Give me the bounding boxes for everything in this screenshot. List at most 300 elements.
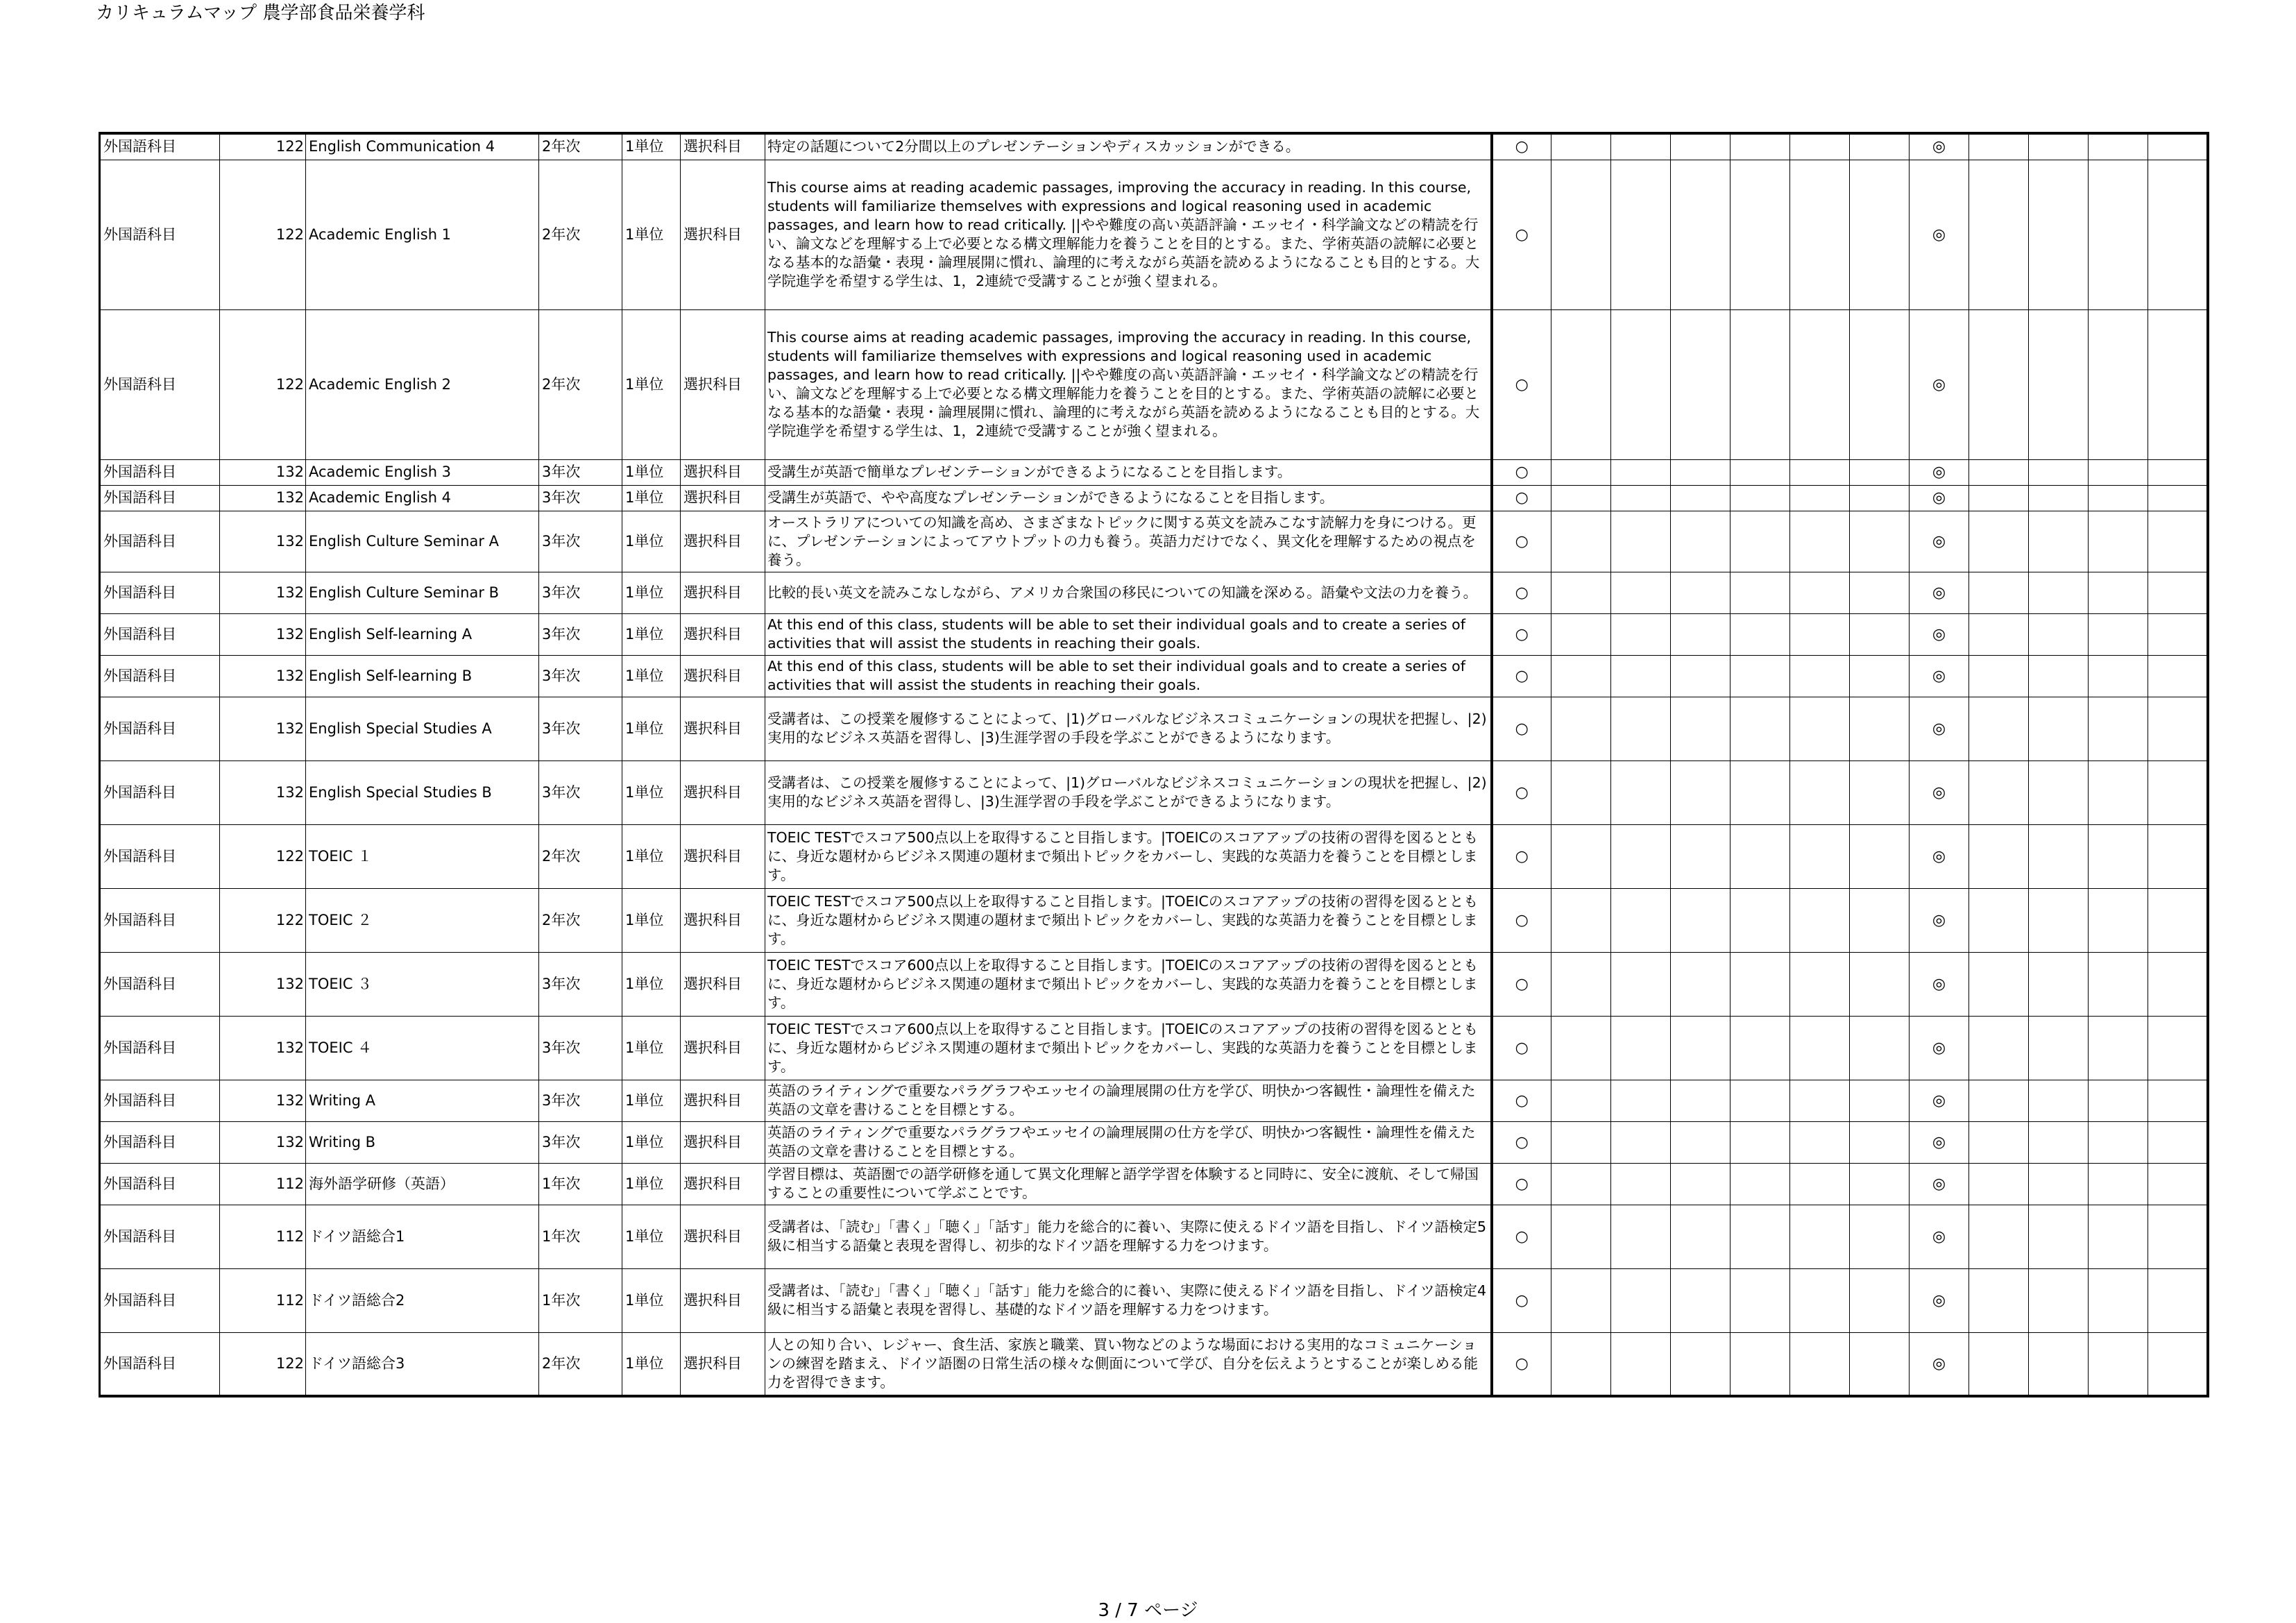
description-cell: 受講者は、この授業を履修することによって、|1)グローバルなビジネスコミュニケーションの現状を把握し、|2)実用的なビジネス英語を習得し、|3)生涯学習の手段を学ぶことができるようになります。 [765, 760, 1492, 824]
category-cell: 外国語科目 [100, 1080, 220, 1121]
circle-mark: ○ [1492, 655, 1551, 697]
empty-mark-cell [1671, 511, 1730, 572]
table-row [100, 760, 2208, 824]
empty-mark-cell [1850, 511, 1910, 572]
empty-mark-cell [1671, 1016, 1730, 1080]
credits-cell: 1単位 [622, 1332, 681, 1396]
category-cell: 外国語科目 [100, 1163, 220, 1205]
course-name-cell: English Culture Seminar B [306, 572, 539, 613]
empty-mark-cell [1671, 309, 1730, 459]
empty-mark-cell [2148, 1016, 2208, 1080]
table-row [100, 1016, 2208, 1080]
empty-mark-cell [2089, 160, 2148, 309]
empty-mark-cell [1790, 1121, 1850, 1163]
empty-mark-cell [1730, 511, 1790, 572]
empty-mark-cell [1730, 697, 1790, 760]
empty-mark-cell [1969, 485, 2029, 511]
circle-mark: ○ [1492, 888, 1551, 952]
double-circle-mark: ◎ [1910, 655, 1969, 697]
empty-mark-cell [2089, 697, 2148, 760]
year-cell: 2年次 [539, 160, 622, 309]
credits-cell: 1単位 [622, 572, 681, 613]
course-name-cell: 海外語学研修（英語） [306, 1163, 539, 1205]
empty-mark-cell [1850, 1016, 1910, 1080]
circle-mark: ○ [1492, 309, 1551, 459]
empty-mark-cell [1671, 1121, 1730, 1163]
empty-mark-cell [2148, 655, 2208, 697]
empty-mark-cell [2089, 952, 2148, 1016]
empty-mark-cell [1730, 1080, 1790, 1121]
course-number-cell: 132 [220, 1121, 306, 1163]
empty-mark-cell [1969, 760, 2029, 824]
course-number-cell: 112 [220, 1163, 306, 1205]
circle-mark: ○ [1492, 459, 1551, 485]
empty-mark-cell [1730, 824, 1790, 888]
course-name-cell: Writing B [306, 1121, 539, 1163]
circle-mark: ○ [1492, 952, 1551, 1016]
empty-mark-cell [2089, 1268, 2148, 1332]
year-cell: 3年次 [539, 760, 622, 824]
course-type-cell: 選択科目 [681, 952, 765, 1016]
year-cell: 3年次 [539, 485, 622, 511]
description-cell: 比較的長い英文を読みこなしながら、アメリカ合衆国の移民についての知識を深める。語彙や文法の力を養う。 [765, 572, 1492, 613]
empty-mark-cell [2029, 760, 2089, 824]
empty-mark-cell [2089, 1121, 2148, 1163]
credits-cell: 1単位 [622, 485, 681, 511]
course-name-cell: Academic English 2 [306, 309, 539, 459]
curriculum-map-table [99, 132, 2209, 1397]
empty-mark-cell [1969, 655, 2029, 697]
empty-mark-cell [1730, 760, 1790, 824]
category-cell: 外国語科目 [100, 511, 220, 572]
empty-mark-cell [1611, 760, 1671, 824]
empty-mark-cell [1790, 1268, 1850, 1332]
empty-mark-cell [1671, 613, 1730, 655]
description-cell: 受講者は、「読む」「書く」「聴く」「話す」能力を総合的に養い、実際に使えるドイツ語を目指し、ドイツ語検定4級に相当する語彙と表現を習得し、基礎的なドイツ語を理解する力をつけます。 [765, 1268, 1492, 1332]
empty-mark-cell [1969, 511, 2029, 572]
course-type-cell: 選択科目 [681, 572, 765, 613]
empty-mark-cell [2089, 613, 2148, 655]
year-cell: 2年次 [539, 309, 622, 459]
course-type-cell: 選択科目 [681, 760, 765, 824]
empty-mark-cell [1790, 1080, 1850, 1121]
empty-mark-cell [1850, 697, 1910, 760]
table-row [100, 952, 2208, 1016]
description-cell: 受講生が英語で、やや高度なプレゼンテーションができるようになることを目指します。 [765, 485, 1492, 511]
year-cell: 3年次 [539, 572, 622, 613]
table-row [100, 1205, 2208, 1268]
double-circle-mark: ◎ [1910, 572, 1969, 613]
double-circle-mark: ◎ [1910, 952, 1969, 1016]
empty-mark-cell [1551, 511, 1611, 572]
category-cell: 外国語科目 [100, 1121, 220, 1163]
course-number-cell: 122 [220, 824, 306, 888]
empty-mark-cell [1611, 511, 1671, 572]
description-cell: 受講者は、この授業を履修することによって、|1)グローバルなビジネスコミュニケーションの現状を把握し、|2)実用的なビジネス英語を習得し、|3)生涯学習の手段を学ぶことができるようになります。 [765, 697, 1492, 760]
empty-mark-cell [1611, 1332, 1671, 1396]
empty-mark-cell [1969, 1332, 2029, 1396]
empty-mark-cell [2089, 485, 2148, 511]
empty-mark-cell [2148, 133, 2208, 160]
double-circle-mark: ◎ [1910, 888, 1969, 952]
empty-mark-cell [1551, 485, 1611, 511]
course-type-cell: 選択科目 [681, 888, 765, 952]
double-circle-mark: ◎ [1910, 1268, 1969, 1332]
course-name-cell: ドイツ語総合3 [306, 1332, 539, 1396]
description-cell: This course aims at reading academic passages, improving the accuracy in reading. In this course, students will familiarize themselves with expressions and logical reasoning used in academic passages, and learn how to read critically. ||やや難度の高い英語評論・エッセイ・科学論文などの精読を行い、論文などを理解する上で必要となる構文理解能力を養うことを目的とする。また、学術英語の読解に必要となる基本的な語彙・表現・論理展開に慣れ、論理的に考えながら英語を読めるようになることも目的とする。大学院進学を希望する学生は、1，2連続で受講することが強く望まれる。 [765, 160, 1492, 309]
empty-mark-cell [1611, 1205, 1671, 1268]
category-cell: 外国語科目 [100, 760, 220, 824]
empty-mark-cell [1730, 133, 1790, 160]
empty-mark-cell [2148, 1121, 2208, 1163]
empty-mark-cell [1790, 1016, 1850, 1080]
double-circle-mark: ◎ [1910, 511, 1969, 572]
course-name-cell: TOEIC ４ [306, 1016, 539, 1080]
table-row [100, 888, 2208, 952]
empty-mark-cell [1969, 1121, 2029, 1163]
circle-mark: ○ [1492, 572, 1551, 613]
credits-cell: 1単位 [622, 655, 681, 697]
year-cell: 2年次 [539, 1332, 622, 1396]
table-row [100, 1163, 2208, 1205]
table-row [100, 485, 2208, 511]
empty-mark-cell [2029, 888, 2089, 952]
empty-mark-cell [1730, 572, 1790, 613]
double-circle-mark: ◎ [1910, 160, 1969, 309]
empty-mark-cell [1551, 1121, 1611, 1163]
course-name-cell: TOEIC ３ [306, 952, 539, 1016]
description-cell: 英語のライティングで重要なパラグラフやエッセイの論理展開の仕方を学び、明快かつ客観性・論理性を備えた英語の文章を書けることを目標とする。 [765, 1080, 1492, 1121]
empty-mark-cell [1671, 952, 1730, 1016]
description-cell: At this end of this class, students will be able to set their individual goals and to create a series of activities that will assist the students in reaching their goals. [765, 613, 1492, 655]
empty-mark-cell [1671, 655, 1730, 697]
empty-mark-cell [1671, 1163, 1730, 1205]
course-type-cell: 選択科目 [681, 1016, 765, 1080]
empty-mark-cell [2029, 1332, 2089, 1396]
empty-mark-cell [1730, 655, 1790, 697]
table-row [100, 459, 2208, 485]
empty-mark-cell [2089, 309, 2148, 459]
course-number-cell: 132 [220, 485, 306, 511]
empty-mark-cell [1551, 655, 1611, 697]
empty-mark-cell [1969, 1016, 2029, 1080]
category-cell: 外国語科目 [100, 133, 220, 160]
empty-mark-cell [1551, 697, 1611, 760]
course-number-cell: 122 [220, 133, 306, 160]
course-type-cell: 選択科目 [681, 655, 765, 697]
empty-mark-cell [1790, 1163, 1850, 1205]
description-cell: TOEIC TESTでスコア500点以上を取得すること目指します。|TOEICのスコアアップの技術の習得を図るとともに、身近な題材からビジネス関連の題材まで頻出トピックをカバーし、実践的な英語力を養うことを目標とします。 [765, 888, 1492, 952]
empty-mark-cell [2089, 133, 2148, 160]
empty-mark-cell [1671, 160, 1730, 309]
empty-mark-cell [1790, 888, 1850, 952]
empty-mark-cell [2148, 888, 2208, 952]
empty-mark-cell [2148, 1080, 2208, 1121]
empty-mark-cell [1611, 888, 1671, 952]
double-circle-mark: ◎ [1910, 613, 1969, 655]
empty-mark-cell [1969, 824, 2029, 888]
empty-mark-cell [1671, 1205, 1730, 1268]
empty-mark-cell [1850, 1080, 1910, 1121]
category-cell: 外国語科目 [100, 160, 220, 309]
empty-mark-cell [1790, 485, 1850, 511]
empty-mark-cell [2148, 485, 2208, 511]
course-type-cell: 選択科目 [681, 1205, 765, 1268]
empty-mark-cell [1551, 160, 1611, 309]
double-circle-mark: ◎ [1910, 1121, 1969, 1163]
course-number-cell: 132 [220, 572, 306, 613]
course-number-cell: 122 [220, 160, 306, 309]
course-number-cell: 132 [220, 655, 306, 697]
description-cell: 特定の話題について2分間以上のプレゼンテーションやディスカッションができる。 [765, 133, 1492, 160]
circle-mark: ○ [1492, 1121, 1551, 1163]
circle-mark: ○ [1492, 133, 1551, 160]
double-circle-mark: ◎ [1910, 459, 1969, 485]
empty-mark-cell [1671, 572, 1730, 613]
empty-mark-cell [1790, 1332, 1850, 1396]
description-cell: TOEIC TESTでスコア600点以上を取得すること目指します。|TOEICのスコアアップの技術の習得を図るとともに、身近な題材からビジネス関連の題材まで頻出トピックをカバーし、実践的な英語力を養うことを目標とします。 [765, 952, 1492, 1016]
empty-mark-cell [2148, 1163, 2208, 1205]
course-number-cell: 132 [220, 697, 306, 760]
year-cell: 3年次 [539, 1080, 622, 1121]
empty-mark-cell [1551, 1163, 1611, 1205]
description-cell: 人との知り合い、レジャー、食生活、家族と職業、買い物などのような場面における実用的なコミュニケーションの練習を踏まえ、ドイツ語圏の日常生活の様々な側面について学び、自分を伝えようとすることが楽しめる能力を習得できます。 [765, 1332, 1492, 1396]
course-number-cell: 122 [220, 309, 306, 459]
empty-mark-cell [2148, 1205, 2208, 1268]
course-type-cell: 選択科目 [681, 1332, 765, 1396]
empty-mark-cell [1790, 160, 1850, 309]
table-row [100, 133, 2208, 160]
table-body [100, 133, 2208, 1396]
credits-cell: 1単位 [622, 1016, 681, 1080]
double-circle-mark: ◎ [1910, 824, 1969, 888]
empty-mark-cell [2148, 824, 2208, 888]
empty-mark-cell [1611, 160, 1671, 309]
empty-mark-cell [1850, 1205, 1910, 1268]
empty-mark-cell [2029, 485, 2089, 511]
empty-mark-cell [1850, 655, 1910, 697]
circle-mark: ○ [1492, 1163, 1551, 1205]
empty-mark-cell [1551, 952, 1611, 1016]
course-type-cell: 選択科目 [681, 133, 765, 160]
empty-mark-cell [2089, 511, 2148, 572]
empty-mark-cell [1611, 309, 1671, 459]
course-name-cell: English Special Studies B [306, 760, 539, 824]
empty-mark-cell [1611, 133, 1671, 160]
category-cell: 外国語科目 [100, 1268, 220, 1332]
double-circle-mark: ◎ [1910, 1016, 1969, 1080]
empty-mark-cell [1730, 1016, 1790, 1080]
category-cell: 外国語科目 [100, 572, 220, 613]
empty-mark-cell [1671, 824, 1730, 888]
year-cell: 2年次 [539, 133, 622, 160]
table-row [100, 309, 2208, 459]
empty-mark-cell [1551, 1016, 1611, 1080]
empty-mark-cell [1790, 133, 1850, 160]
table-row [100, 613, 2208, 655]
empty-mark-cell [1850, 1121, 1910, 1163]
empty-mark-cell [1551, 309, 1611, 459]
category-cell: 外国語科目 [100, 888, 220, 952]
course-number-cell: 132 [220, 952, 306, 1016]
course-name-cell: Writing A [306, 1080, 539, 1121]
year-cell: 1年次 [539, 1205, 622, 1268]
empty-mark-cell [1730, 160, 1790, 309]
description-cell: TOEIC TESTでスコア500点以上を取得すること目指します。|TOEICのスコアアップの技術の習得を図るとともに、身近な題材からビジネス関連の題材まで頻出トピックをカバーし、実践的な英語力を養うことを目標とします。 [765, 824, 1492, 888]
empty-mark-cell [1790, 309, 1850, 459]
circle-mark: ○ [1492, 1268, 1551, 1332]
description-cell: TOEIC TESTでスコア600点以上を取得すること目指します。|TOEICのスコアアップの技術の習得を図るとともに、身近な題材からビジネス関連の題材まで頻出トピックをカバーし、実践的な英語力を養うことを目標とします。 [765, 1016, 1492, 1080]
description-cell: 受講生が英語で簡単なプレゼンテーションができるようになることを目指します。 [765, 459, 1492, 485]
credits-cell: 1単位 [622, 888, 681, 952]
empty-mark-cell [2029, 824, 2089, 888]
empty-mark-cell [2148, 952, 2208, 1016]
course-name-cell: English Culture Seminar A [306, 511, 539, 572]
description-cell: At this end of this class, students will be able to set their individual goals and to create a series of activities that will assist the students in reaching their goals. [765, 655, 1492, 697]
table-row [100, 1332, 2208, 1396]
year-cell: 3年次 [539, 655, 622, 697]
description-cell: オーストラリアについての知識を高め、さまざまなトピックに関する英文を読みこなす読解力を身につける。更に、プレゼンテーションによってアウトプットの力も養う。英語力だけでなく、異文化を理解するための視点を養う。 [765, 511, 1492, 572]
empty-mark-cell [1969, 613, 2029, 655]
empty-mark-cell [1611, 485, 1671, 511]
course-number-cell: 132 [220, 760, 306, 824]
year-cell: 3年次 [539, 1016, 622, 1080]
year-cell: 2年次 [539, 824, 622, 888]
table-row [100, 572, 2208, 613]
empty-mark-cell [1850, 485, 1910, 511]
empty-mark-cell [1551, 613, 1611, 655]
table-row [100, 160, 2208, 309]
credits-cell: 1単位 [622, 1268, 681, 1332]
table-row [100, 511, 2208, 572]
credits-cell: 1単位 [622, 511, 681, 572]
empty-mark-cell [2089, 824, 2148, 888]
empty-mark-cell [1969, 1080, 2029, 1121]
course-number-cell: 132 [220, 459, 306, 485]
empty-mark-cell [2148, 309, 2208, 459]
circle-mark: ○ [1492, 511, 1551, 572]
empty-mark-cell [2089, 1205, 2148, 1268]
credits-cell: 1単位 [622, 613, 681, 655]
empty-mark-cell [1671, 133, 1730, 160]
empty-mark-cell [1611, 1121, 1671, 1163]
empty-mark-cell [1969, 160, 2029, 309]
double-circle-mark: ◎ [1910, 697, 1969, 760]
empty-mark-cell [1969, 888, 2029, 952]
double-circle-mark: ◎ [1910, 1080, 1969, 1121]
empty-mark-cell [1551, 760, 1611, 824]
empty-mark-cell [1850, 572, 1910, 613]
table-row [100, 1080, 2208, 1121]
empty-mark-cell [1671, 760, 1730, 824]
table-row [100, 655, 2208, 697]
empty-mark-cell [1671, 485, 1730, 511]
empty-mark-cell [1611, 613, 1671, 655]
empty-mark-cell [2029, 1121, 2089, 1163]
description-cell: 受講者は、「読む」「書く」「聴く」「話す」能力を総合的に養い、実際に使えるドイツ語を目指し、ドイツ語検定5級に相当する語彙と表現を習得し、初歩的なドイツ語を理解する力をつけます。 [765, 1205, 1492, 1268]
circle-mark: ○ [1492, 485, 1551, 511]
empty-mark-cell [2089, 1332, 2148, 1396]
category-cell: 外国語科目 [100, 697, 220, 760]
empty-mark-cell [1969, 572, 2029, 613]
category-cell: 外国語科目 [100, 485, 220, 511]
empty-mark-cell [2148, 760, 2208, 824]
empty-mark-cell [2089, 655, 2148, 697]
course-type-cell: 選択科目 [681, 309, 765, 459]
empty-mark-cell [2089, 1163, 2148, 1205]
empty-mark-cell [1730, 1163, 1790, 1205]
course-type-cell: 選択科目 [681, 485, 765, 511]
empty-mark-cell [2029, 1163, 2089, 1205]
year-cell: 3年次 [539, 1121, 622, 1163]
category-cell: 外国語科目 [100, 459, 220, 485]
year-cell: 3年次 [539, 697, 622, 760]
course-number-cell: 112 [220, 1268, 306, 1332]
circle-mark: ○ [1492, 1205, 1551, 1268]
category-cell: 外国語科目 [100, 1205, 220, 1268]
empty-mark-cell [1551, 1080, 1611, 1121]
empty-mark-cell [1730, 485, 1790, 511]
empty-mark-cell [1730, 1121, 1790, 1163]
page-number: 3 / 7 ページ [1098, 1600, 1198, 1621]
empty-mark-cell [1850, 952, 1910, 1016]
credits-cell: 1単位 [622, 1163, 681, 1205]
empty-mark-cell [1850, 888, 1910, 952]
course-name-cell: ドイツ語総合1 [306, 1205, 539, 1268]
category-cell: 外国語科目 [100, 824, 220, 888]
course-name-cell: Academic English 1 [306, 160, 539, 309]
empty-mark-cell [1850, 1268, 1910, 1332]
empty-mark-cell [1790, 760, 1850, 824]
course-name-cell: English Communication 4 [306, 133, 539, 160]
course-number-cell: 122 [220, 1332, 306, 1396]
empty-mark-cell [1551, 1268, 1611, 1332]
course-name-cell: TOEIC ２ [306, 888, 539, 952]
empty-mark-cell [2029, 1016, 2089, 1080]
course-name-cell: English Special Studies A [306, 697, 539, 760]
empty-mark-cell [1611, 824, 1671, 888]
circle-mark: ○ [1492, 1332, 1551, 1396]
year-cell: 1年次 [539, 1268, 622, 1332]
description-cell: This course aims at reading academic passages, improving the accuracy in reading. In this course, students will familiarize themselves with expressions and logical reasoning used in academic passages, and learn how to read critically. ||やや難度の高い英語評論・エッセイ・科学論文などの精読を行い、論文などを理解する上で必要となる構文理解能力を養うことを目的とする。また、学術英語の読解に必要となる基本的な語彙・表現・論理展開に慣れ、論理的に考えながら英語を読めるようになることも目的とする。大学院進学を希望する学生は、1，2連続で受講することが強く望まれる。 [765, 309, 1492, 459]
empty-mark-cell [2089, 1016, 2148, 1080]
course-name-cell: English Self-learning A [306, 613, 539, 655]
empty-mark-cell [1969, 1205, 2029, 1268]
empty-mark-cell [1671, 1080, 1730, 1121]
empty-mark-cell [1611, 1163, 1671, 1205]
empty-mark-cell [1551, 1332, 1611, 1396]
empty-mark-cell [1790, 572, 1850, 613]
empty-mark-cell [1671, 1268, 1730, 1332]
empty-mark-cell [2148, 1268, 2208, 1332]
course-type-cell: 選択科目 [681, 1268, 765, 1332]
category-cell: 外国語科目 [100, 1332, 220, 1396]
empty-mark-cell [1850, 1163, 1910, 1205]
empty-mark-cell [1730, 1205, 1790, 1268]
credits-cell: 1単位 [622, 133, 681, 160]
course-name-cell: English Self-learning B [306, 655, 539, 697]
category-cell: 外国語科目 [100, 952, 220, 1016]
empty-mark-cell [1850, 133, 1910, 160]
empty-mark-cell [2029, 613, 2089, 655]
empty-mark-cell [2029, 952, 2089, 1016]
course-type-cell: 選択科目 [681, 824, 765, 888]
year-cell: 3年次 [539, 459, 622, 485]
empty-mark-cell [1969, 309, 2029, 459]
year-cell: 3年次 [539, 952, 622, 1016]
empty-mark-cell [1790, 697, 1850, 760]
empty-mark-cell [2029, 133, 2089, 160]
